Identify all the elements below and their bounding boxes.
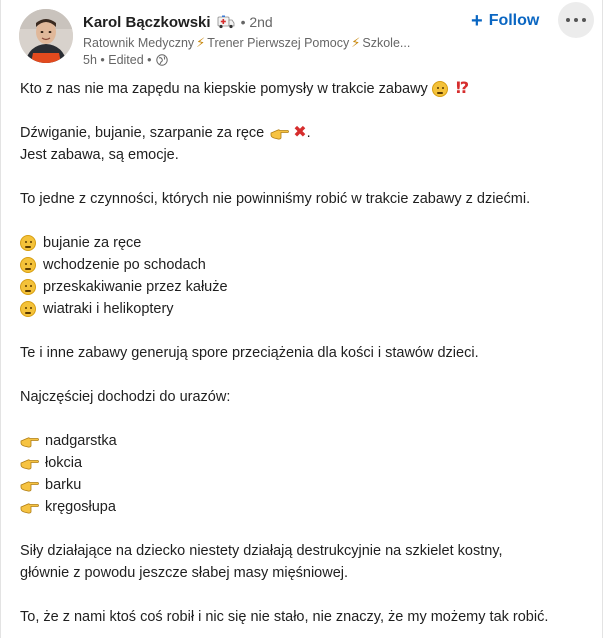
ambulance-icon — [217, 15, 235, 29]
globe-icon — [156, 54, 168, 66]
text-line: Najczęściej dochodzi do urazów: — [20, 389, 231, 405]
author-headline — [83, 35, 410, 51]
pointing-hand-icon — [20, 435, 39, 448]
thinking-face-icon — [20, 257, 36, 273]
interrobang-icon: ⁉ — [455, 80, 470, 97]
thinking-face-icon — [432, 81, 448, 97]
list-item: bujanie za ręce — [20, 232, 590, 254]
thinking-face-icon — [20, 235, 36, 251]
post-meta — [83, 53, 168, 67]
thinking-face-icon — [20, 279, 36, 295]
list-item: barku — [20, 474, 590, 496]
text-line: Dźwiganie, bujanie, szarpanie za ręce ✖ . — [20, 122, 590, 144]
headline-part: Trener Pierwszej Pomocy — [207, 36, 350, 50]
lightning-icon: ⚡ — [351, 35, 361, 50]
headline-part: Szkole... — [362, 36, 411, 50]
pointing-hand-icon — [20, 479, 39, 492]
list-item: wchodzenie po schodach — [20, 254, 590, 276]
list-item: łokcia — [20, 452, 590, 474]
headline-part: Ratownik Medyczny — [83, 36, 195, 50]
list-item: wiatraki i helikoptery — [20, 298, 590, 320]
follow-button[interactable] — [471, 9, 539, 33]
text-line: Siły działające na dziecko niestety działają destrukcyjnie na szkielet kostny, — [20, 543, 503, 559]
cross-mark-icon: ✖ — [293, 124, 307, 141]
text-line: Jest zabawa, są emocje. — [20, 147, 179, 163]
thinking-face-icon — [20, 301, 36, 317]
post-header — [1, 0, 602, 72]
list-item: przeskakiwanie przez kałuże — [20, 276, 590, 298]
text-line: To jedne z czynności, których nie powinniśmy robić w trakcie zabawy z dziećmi. — [20, 191, 531, 207]
text-line: głównie z powodu jeszcze słabej masy mięśniowej. — [20, 565, 349, 581]
author-name[interactable]: Karol Bączkowski — [83, 13, 211, 31]
pointing-hand-icon — [20, 501, 39, 514]
more-options-button[interactable] — [558, 2, 594, 38]
pointing-hand-icon — [20, 457, 39, 470]
post-timestamp: 5h • Edited • — [83, 53, 152, 67]
connection-degree: • 2nd — [240, 14, 273, 30]
lightning-icon: ⚡ — [196, 35, 206, 50]
follow-label: Follow — [488, 12, 540, 29]
ellipsis-icon — [566, 18, 570, 22]
avatar[interactable] — [19, 9, 73, 63]
text-line: Te i inne zabawy generują spore przeciążenia dla kości i stawów dzieci. — [20, 345, 479, 361]
post-text — [20, 78, 590, 628]
list-item: kręgosłupa — [20, 496, 590, 518]
author-name-row — [83, 12, 273, 32]
text-line: Kto z nas nie ma zapędu na kiepskie pomysły w trakcie zabawy ⁉ — [20, 78, 590, 100]
plus-icon: + — [471, 10, 483, 32]
pointing-hand-icon — [270, 127, 289, 140]
list-item: nadgarstka — [20, 430, 590, 452]
text-line: To, że z nami ktoś coś robił i nic się nie stało, nie znaczy, że my możemy tak robić. — [20, 609, 549, 625]
